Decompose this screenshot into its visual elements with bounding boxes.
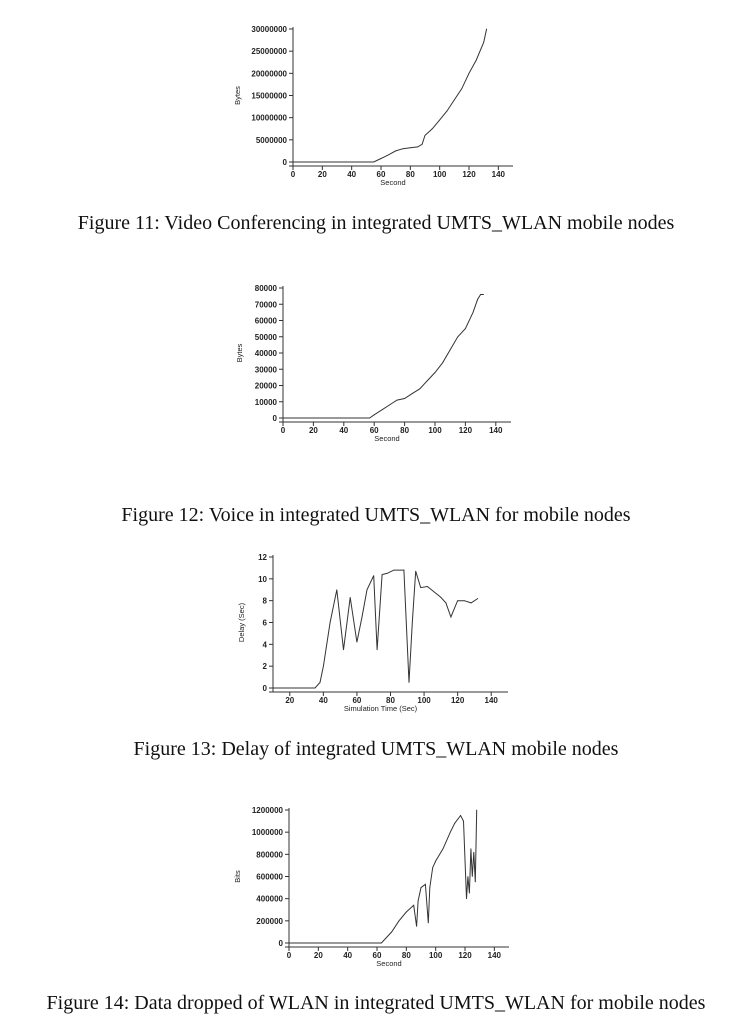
x-tick-label: 140 bbox=[489, 426, 503, 435]
x-tick-label: 0 bbox=[280, 426, 286, 435]
y-tick-label: 800000 bbox=[256, 850, 283, 860]
y-tick-label: 5000000 bbox=[255, 135, 287, 145]
x-tick-label: 40 bbox=[339, 426, 349, 435]
data-point bbox=[406, 912, 407, 913]
y-tick-label: 0 bbox=[278, 939, 283, 948]
x-tick-label: 60 bbox=[372, 951, 382, 960]
x-tick-label: 80 bbox=[400, 426, 410, 435]
x-tick-label: 60 bbox=[352, 696, 362, 705]
y-tick-label: 10 bbox=[258, 574, 267, 584]
x-tick-label: 20 bbox=[317, 170, 327, 179]
figure-14-caption: Figure 14: Data dropped of WLAN in integrated UMTS_WLAN for mobile nodes bbox=[46, 992, 706, 1014]
x-tick-label: 60 bbox=[369, 426, 379, 435]
data-point bbox=[425, 884, 426, 885]
x-tick-label: 0 bbox=[286, 951, 292, 960]
x-tick-label: 20 bbox=[313, 951, 323, 960]
data-point bbox=[471, 848, 472, 849]
x-axis-label: Second bbox=[376, 959, 402, 968]
y-tick-label: 60000 bbox=[254, 316, 277, 326]
y-tick-label: 40000 bbox=[254, 349, 277, 358]
x-tick-label: 120 bbox=[450, 696, 465, 705]
x-tick-label: 80 bbox=[386, 696, 395, 705]
data-point bbox=[391, 932, 392, 933]
data-point bbox=[468, 876, 469, 877]
x-axis-label: Second bbox=[374, 434, 400, 443]
data-point bbox=[381, 943, 382, 944]
x-tick-label: 100 bbox=[428, 426, 442, 435]
data-point bbox=[418, 901, 419, 902]
y-tick-label: 70000 bbox=[254, 300, 277, 310]
y-tick-label: 600000 bbox=[256, 872, 283, 882]
y-tick-label: 30000 bbox=[254, 365, 277, 375]
x-tick-label: 40 bbox=[318, 696, 328, 705]
figure-13-caption: Figure 13: Delay of integrated UMTS_WLAN mobile nodes bbox=[133, 738, 619, 760]
data-point bbox=[472, 876, 473, 877]
y-tick-label: 1200000 bbox=[251, 806, 283, 815]
y-tick-label: 1000000 bbox=[251, 828, 283, 838]
x-tick-label: 100 bbox=[432, 170, 447, 179]
data-point bbox=[463, 821, 464, 822]
data-point bbox=[473, 852, 474, 853]
y-tick-label: 12 bbox=[258, 553, 267, 562]
y-axis-label: Bytes bbox=[235, 343, 244, 363]
x-tick-label: 100 bbox=[428, 951, 443, 960]
y-tick-label: 0 bbox=[272, 414, 277, 423]
y-tick-label: 200000 bbox=[256, 916, 283, 926]
x-tick-label: 80 bbox=[405, 170, 415, 179]
y-tick-label: 15000000 bbox=[251, 91, 287, 101]
x-axis-label: Second bbox=[380, 178, 406, 187]
y-tick-label: 20000000 bbox=[251, 69, 287, 79]
data-point bbox=[435, 861, 436, 862]
data-point bbox=[469, 893, 470, 894]
data-point bbox=[421, 887, 422, 888]
x-tick-label: 140 bbox=[484, 696, 498, 705]
x-tick-label: 140 bbox=[487, 951, 502, 960]
x-tick-label: 120 bbox=[458, 426, 473, 435]
data-point bbox=[399, 920, 400, 921]
data-point bbox=[475, 882, 476, 883]
y-axis-label: Bits bbox=[233, 870, 242, 883]
y-tick-label: 25000000 bbox=[251, 47, 287, 57]
data-point bbox=[476, 810, 477, 811]
y-tick-label: 8 bbox=[262, 596, 267, 606]
x-tick-label: 0 bbox=[290, 170, 296, 179]
x-tick-label: 60 bbox=[376, 170, 386, 179]
data-point bbox=[289, 943, 290, 944]
y-tick-label: 0 bbox=[282, 158, 287, 167]
y-tick-label: 2 bbox=[262, 662, 267, 672]
x-axis-label: Simulation Time (Sec) bbox=[343, 704, 418, 713]
x-tick-label: 100 bbox=[417, 696, 431, 705]
x-tick-label: 120 bbox=[462, 170, 476, 179]
x-tick-label: 120 bbox=[458, 951, 472, 960]
y-tick-label: 10000000 bbox=[251, 113, 287, 123]
x-tick-label: 80 bbox=[401, 951, 411, 960]
data-point bbox=[466, 898, 467, 899]
y-tick-label: 30000000 bbox=[251, 25, 287, 34]
series-line bbox=[289, 810, 477, 943]
y-tick-label: 10000 bbox=[254, 397, 277, 407]
data-point bbox=[429, 887, 430, 888]
data-point bbox=[413, 905, 414, 906]
y-tick-label: 80000 bbox=[254, 284, 277, 293]
data-point bbox=[416, 926, 417, 927]
figure-11-caption: Figure 11: Video Conferencing in integrated UMTS_WLAN mobile nodes bbox=[77, 212, 675, 234]
y-tick-label: 0 bbox=[262, 684, 267, 693]
x-tick-label: 20 bbox=[308, 426, 318, 435]
y-tick-label: 6 bbox=[262, 618, 267, 628]
data-point bbox=[465, 860, 466, 861]
data-point bbox=[450, 832, 451, 833]
y-axis-label: Bytes bbox=[233, 86, 242, 105]
data-point bbox=[443, 848, 444, 849]
y-axis-label: Delay (Sec) bbox=[237, 602, 246, 643]
data-point bbox=[428, 923, 429, 924]
y-tick-label: 50000 bbox=[254, 332, 277, 342]
y-tick-label: 400000 bbox=[256, 894, 283, 904]
y-tick-label: 20000 bbox=[254, 381, 277, 391]
y-tick-label: 4 bbox=[262, 640, 267, 650]
data-point bbox=[460, 815, 461, 816]
figure-12-caption: Figure 12: Voice in integrated UMTS_WLAN for mobile nodes bbox=[121, 504, 631, 526]
data-point bbox=[432, 867, 433, 868]
x-tick-label: 20 bbox=[285, 696, 295, 705]
x-tick-label: 40 bbox=[347, 170, 357, 179]
data-point bbox=[454, 823, 455, 824]
x-tick-label: 140 bbox=[491, 170, 506, 179]
x-tick-label: 40 bbox=[343, 951, 353, 960]
